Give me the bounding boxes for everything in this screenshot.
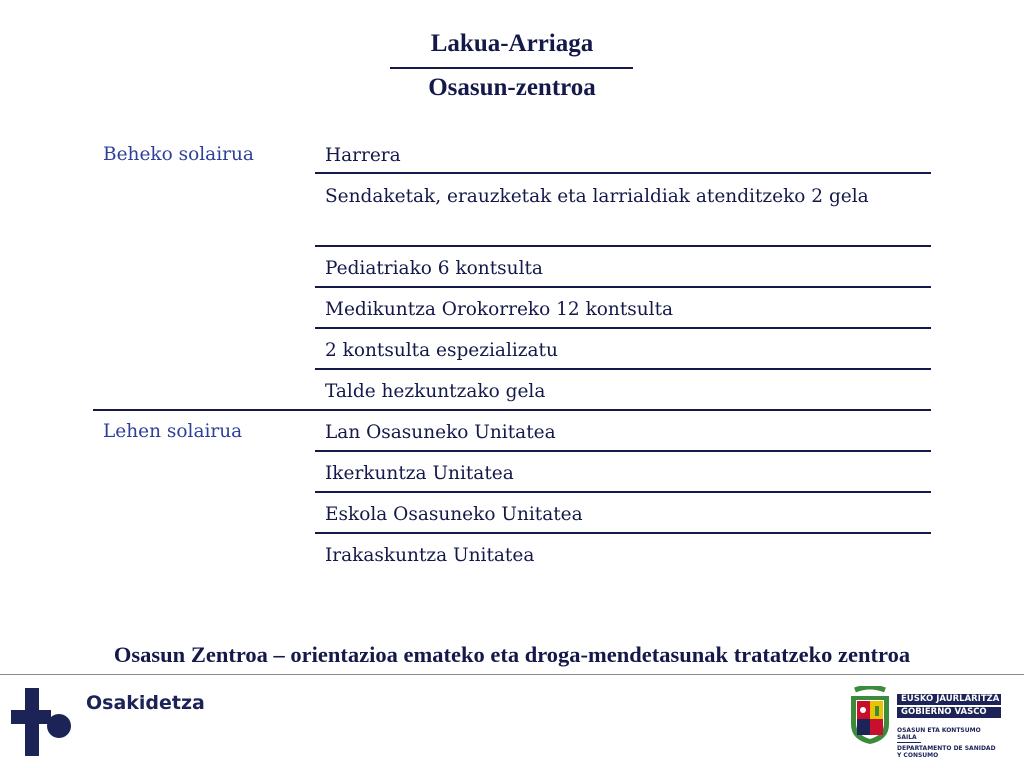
room-item: Talde hezkuntzako gela (325, 381, 546, 402)
row-divider (315, 532, 931, 534)
osakidetza-logo-icon (11, 688, 73, 760)
footer-title: Osasun Zentroa – orientazioa emateko eta droga-mendetasunak tratatzeko zentroa (113, 642, 911, 667)
section-divider (93, 409, 931, 411)
row-divider (315, 450, 931, 452)
room-item: 2 kontsulta espezializatu (325, 340, 558, 361)
room-item: Ikerkuntza Unitatea (325, 463, 514, 484)
basque-coat-of-arms-icon (847, 686, 893, 750)
title-divider (390, 67, 633, 69)
footer-divider (0, 674, 1024, 675)
room-item: Sendaketak, erauzketak eta larrialdiak atenditzeko 2 gela (325, 186, 869, 207)
page-title: Lakua-Arriaga (430, 30, 594, 57)
department-eu-line1: OSASUN ETA KONTSUMO (897, 727, 981, 734)
room-item: Irakaskuntza Unitatea (325, 545, 535, 566)
department-eu-line2: SAILA (897, 734, 917, 741)
department-es-line1: DEPARTAMENTO DE SANIDAD (897, 745, 996, 752)
floor-label: Lehen solairua (103, 421, 243, 442)
row-divider (315, 172, 931, 174)
room-item: Pediatriako 6 kontsulta (325, 258, 543, 279)
department-divider (897, 742, 921, 743)
floor-label: Beheko solairua (103, 144, 254, 165)
row-divider (315, 286, 931, 288)
gov-name-es: GOBIERNO VASCO (897, 707, 1001, 718)
room-item: Lan Osasuneko Unitatea (325, 422, 556, 443)
gov-name-eu: EUSKO JAURLARITZA (897, 694, 1001, 705)
row-divider (315, 245, 931, 247)
page-subtitle: Osasun-zentroa (428, 74, 596, 101)
room-item: Medikuntza Orokorreko 12 kontsulta (325, 299, 674, 320)
row-divider (315, 491, 931, 493)
row-divider (315, 327, 931, 329)
room-item: Eskola Osasuneko Unitatea (325, 504, 583, 525)
osakidetza-brand: Osakidetza (86, 692, 205, 714)
row-divider (315, 368, 931, 370)
department-es-line2: Y CONSUMO (897, 752, 939, 759)
room-item: Harrera (325, 145, 401, 166)
